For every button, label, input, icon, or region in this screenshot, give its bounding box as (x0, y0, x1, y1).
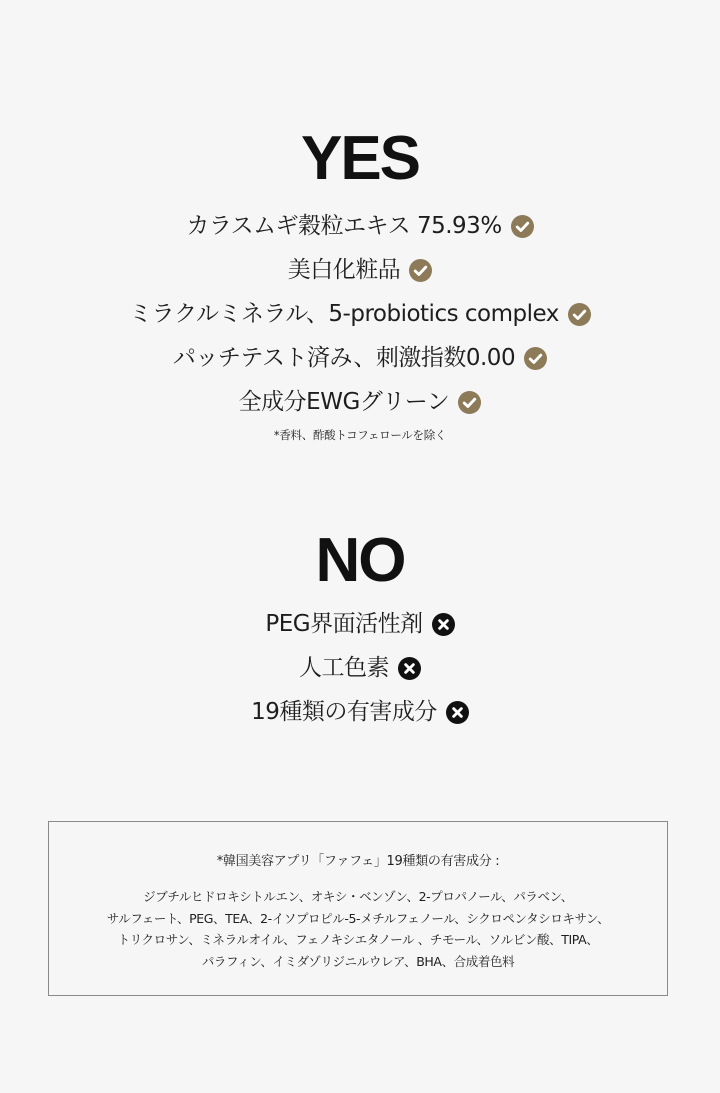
harmful-box-line: トリクロサン、ミネラルオイル、フェノキシエタノール 、チモール、ソルビン酸、TIPA、 (117, 932, 599, 947)
harmful-box-line: サルフェート、PEG、TEA、2-イソプロピル-5-メチルフェノール、シクロペンタシロキサン、 (106, 910, 610, 926)
check-circle-icon (524, 347, 547, 370)
x-circle-icon (398, 657, 421, 680)
yes-item-label: 美白化粧品 (287, 257, 401, 283)
list-item (0, 204, 720, 248)
list-item (0, 646, 720, 690)
no-item-label: PEG界面活性剤 (265, 611, 423, 637)
harmful-ingredients-box (48, 821, 668, 996)
list-item (0, 336, 720, 380)
yes-item-label: カラスムギ穀粒エキス 75.93% (186, 213, 502, 239)
no-list (0, 602, 720, 734)
no-item-label: 19種類の有害成分 (251, 699, 437, 725)
list-item (0, 292, 720, 336)
x-circle-icon (446, 701, 469, 724)
no-section (0, 526, 720, 734)
x-circle-icon (432, 613, 455, 636)
check-circle-icon (511, 215, 534, 238)
harmful-box-title: *韓国美容アプリ「ファフェ」19種類の有害成分 : (216, 854, 500, 869)
yes-section (0, 124, 720, 444)
yes-item-label: ミラクルミネラル、5-probiotics complex (129, 301, 559, 327)
yes-item-label: 全成分EWGグリーン (238, 389, 450, 415)
list-item (0, 380, 720, 424)
harmful-box-line: ジブチルヒドロキシトルエン、オキシ・ベンゾン、2-プロパノール、パラベン、 (143, 889, 573, 904)
list-item (0, 690, 720, 734)
no-heading: NO (315, 526, 405, 595)
yes-heading: YES (300, 124, 420, 193)
yes-list (0, 204, 720, 424)
check-circle-icon (409, 259, 432, 282)
no-item-label: 人工色素 (299, 655, 389, 681)
list-item (0, 602, 720, 646)
list-item (0, 248, 720, 292)
harmful-box-line: パラフィン、イミダゾリジニルウレア、BHA、合成着色料 (201, 953, 515, 969)
check-circle-icon (458, 391, 481, 414)
check-circle-icon (568, 303, 591, 326)
yes-footnote: *香料、酢酸トコフェロールを除く (273, 428, 447, 442)
harmful-box-list (49, 886, 667, 972)
yes-item-label: パッチテスト済み、刺激指数0.00 (172, 345, 516, 371)
